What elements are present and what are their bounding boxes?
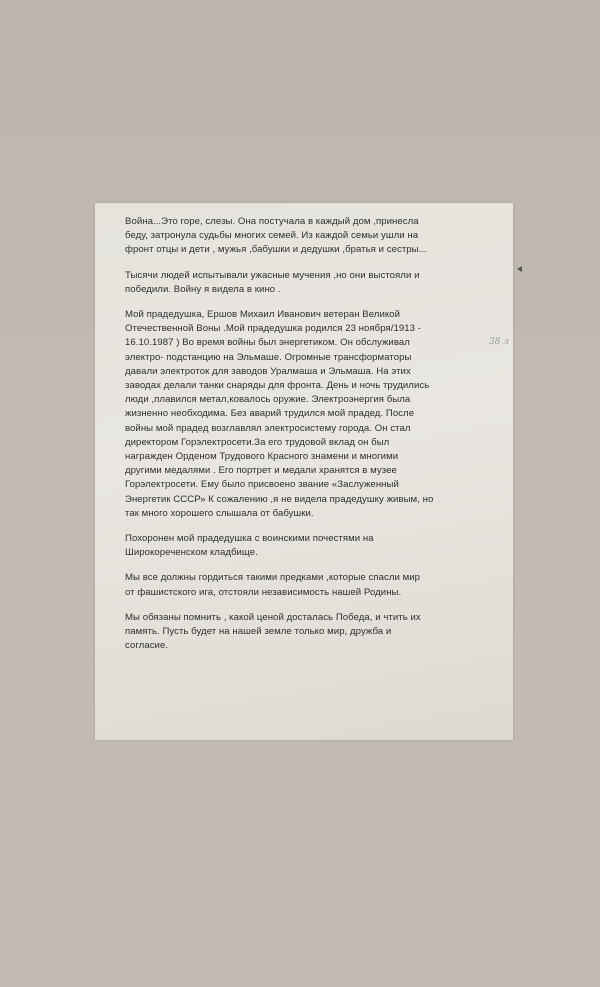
text-line: другими медалями . Его портрет и медали хранятся в музее xyxy=(125,465,397,477)
paragraph-6 xyxy=(125,611,503,654)
text-line: Горэлектросети. Ему было присвоено звание «Заслуженный xyxy=(125,479,399,491)
text-line: давали электроток для заводов Уралмаша и Эльмаша. На этих xyxy=(125,365,411,377)
text-line: заводах делали танки снаряды для фронта. День и ночь трудились xyxy=(125,380,430,392)
text-line: электро- подстанцию на Эльмаше. Огромные трансформаторы xyxy=(125,351,412,363)
document-text xyxy=(125,215,503,664)
text-line: Энергетик СССР» К сожалению ,я не видела прадедушку живым, но xyxy=(125,493,434,505)
document-sheet xyxy=(95,203,513,740)
text-line: так много хорошего слышала от бабушки. xyxy=(125,507,314,519)
text-line: Похоронен мой прадедушка с воинскими почестями на xyxy=(125,533,374,545)
text-line: люди ,плавился метал,ковалось оружие. Электроэнергия была xyxy=(125,394,411,406)
text-line: Отечественной Воны .Мой прадедушка родился 23 ноября/1913 - xyxy=(125,323,421,335)
text-line: беду, затронула судьбы многих семей. Из каждой семьи ушли на xyxy=(125,230,419,242)
text-line: от фашистского ига, отстояли независимость нашей Родины. xyxy=(125,586,402,598)
text-line: Мой прадедушка, Ершов Михаил Иванович ветеран Великой xyxy=(125,309,400,321)
text-line: победили. Войну я видела в кино . xyxy=(125,283,281,295)
edge-mark-icon xyxy=(517,266,522,272)
text-line: войны мой прадед возглавлял электросистему города. Он стал xyxy=(125,422,411,434)
margin-handwritten-note: 38 л xyxy=(488,337,509,347)
paragraph-4 xyxy=(125,532,503,560)
text-line: директором Горэлектросети.За его трудовой вклад он был xyxy=(125,436,390,448)
text-line: награжден Орденом Трудового Красного знамени и многими xyxy=(125,451,399,463)
text-line: согласие. xyxy=(125,640,169,652)
text-line: память. Пусть будет на нашей земле только мир, дружба и xyxy=(125,626,392,638)
text-line: жизненно необходима. Без аварий трудился мой прадед. После xyxy=(125,408,415,420)
text-line: Мы все должны гордиться такими предками ,которые спасли мир xyxy=(125,572,421,584)
paragraph-5 xyxy=(125,571,503,599)
text-line: фронт отцы и дети , мужья ,бабушки и дедушки ,братья и сестры... xyxy=(125,244,427,256)
text-line: Война...Это горе, слезы. Она постучала в каждый дом ,принесла xyxy=(125,216,419,227)
text-line: Широкореченском кладбище. xyxy=(125,547,258,559)
text-line: 16.10.1987 ) Во время войны был энергетиком. Он обслуживал xyxy=(125,337,410,349)
paragraph-2 xyxy=(125,269,503,297)
paragraph-1 xyxy=(125,215,503,258)
text-line: Тысячи людей испытывали ужасные мучения ,но они выстояли и xyxy=(125,269,420,281)
text-line: Мы обязаны помнить , какой ценой досталась Победа, и чтить их xyxy=(125,611,421,623)
paragraph-3 xyxy=(125,308,503,521)
